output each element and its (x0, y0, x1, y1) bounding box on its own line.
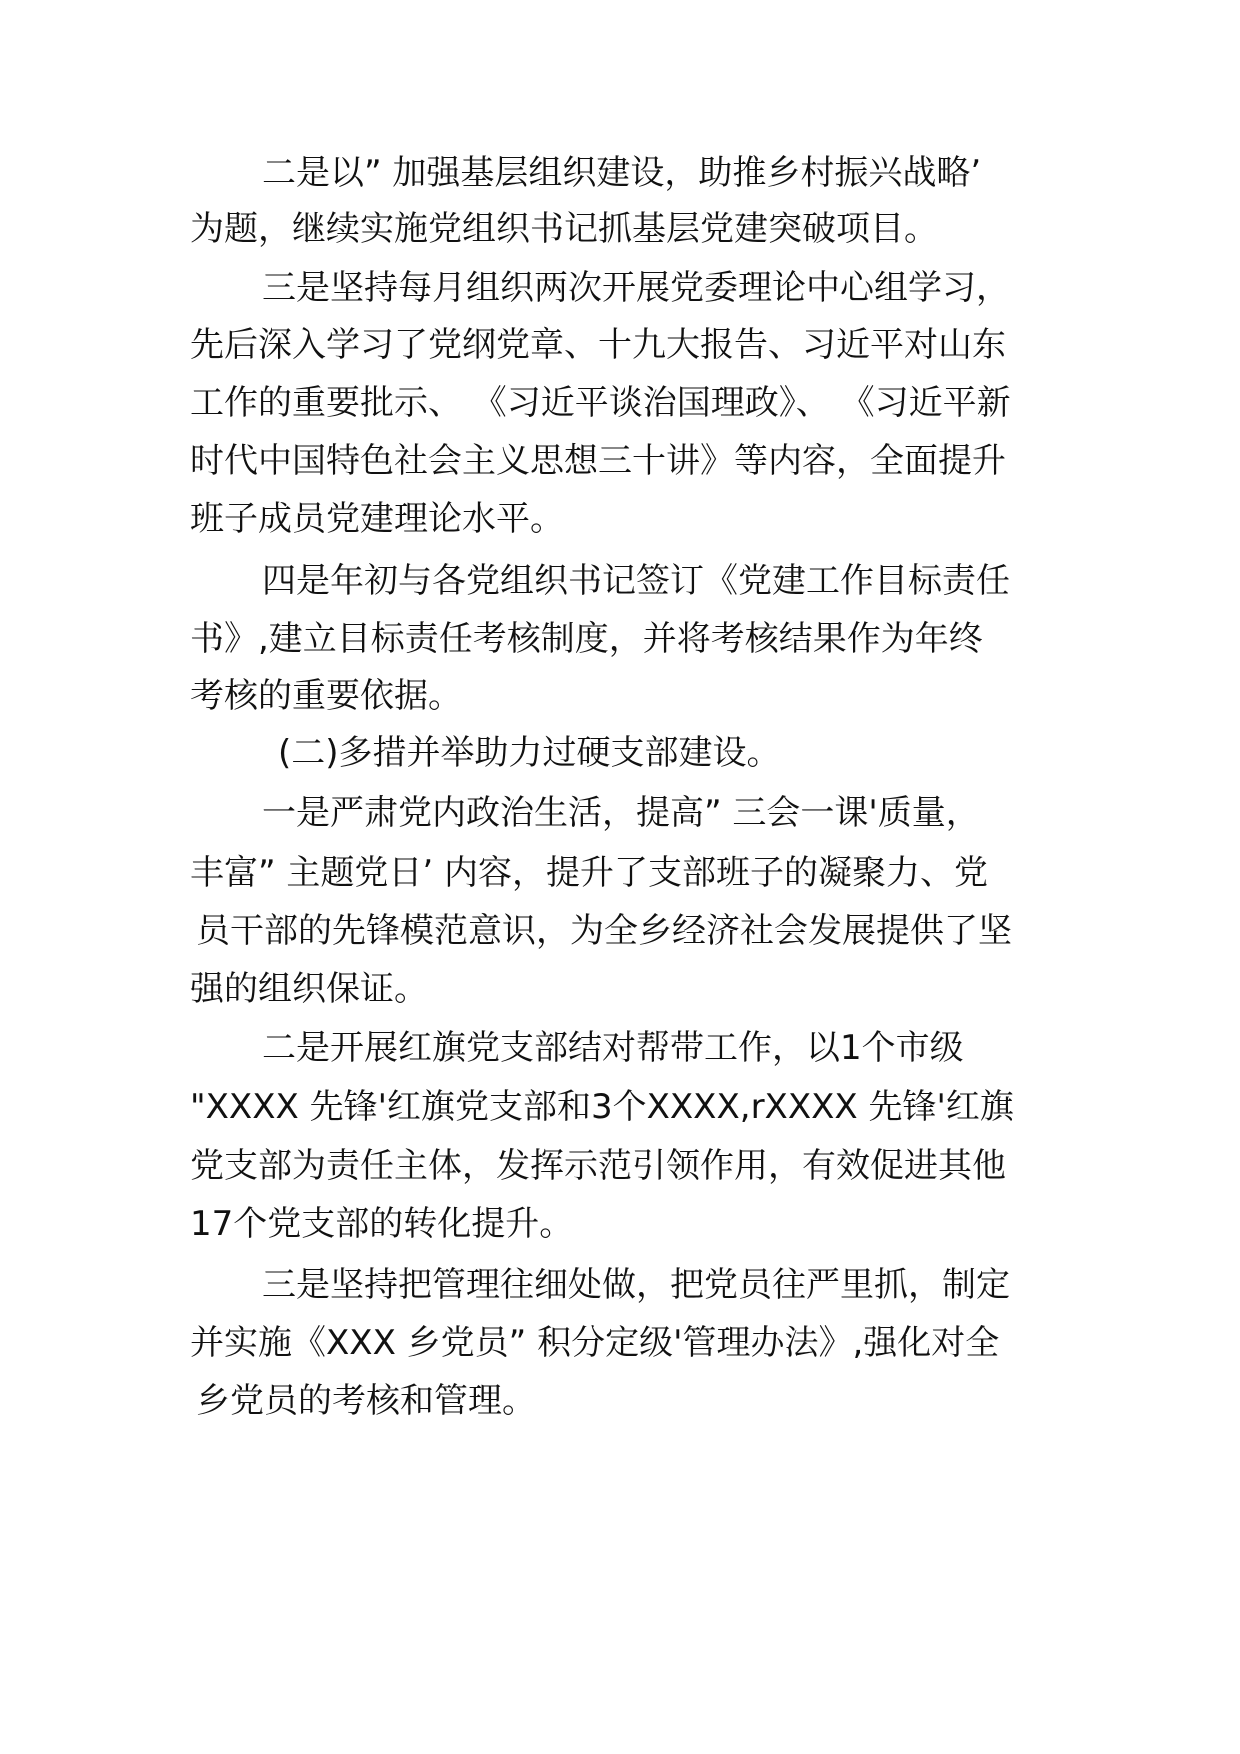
paragraph-line: 一是严肃党内政治生活，提高” 三会一课'质量， (262, 793, 980, 833)
paragraph-line: 强的组织保证。 (190, 969, 428, 1009)
paragraph-line: 丰富” 主题党日’ 内容，提升了支部班子的凝聚力、党 (190, 853, 989, 893)
paragraph-line: 书》,建立目标责任考核制度，并将考核结果作为年终 (190, 619, 983, 659)
paragraph-line: 班子成员党建理论水平。 (190, 499, 564, 539)
paragraph-line: 二是以” 加强基层组织建设，助推乡村振兴战略’ (262, 153, 982, 193)
paragraph-line: 二是开展红旗党支部结对帮带工作，以1个市级 (262, 1028, 964, 1068)
paragraph-line: "XXXX 先锋'红旗党支部和3个XXXX,rXXXX 先锋'红旗 (190, 1087, 1014, 1127)
paragraph-line: 为题，继续实施党组织书记抓基层党建突破项目。 (190, 209, 938, 249)
paragraph-line: 党支部为责任主体，发挥示范引领作用，有效促进其他 (190, 1146, 1006, 1186)
paragraph-line: 考核的重要依据。 (190, 676, 462, 716)
paragraph-line: 四是年初与各党组织书记签订《党建工作目标责任 (262, 561, 1010, 601)
paragraph-line: 并实施《XXX 乡党员” 积分定级'管理办法》,强化对全 (190, 1323, 1000, 1363)
paragraph-line: 员干部的先锋模范意识，为全乡经济社会发展提供了坚 (196, 911, 1012, 951)
section-heading: (二)多措并举助力过硬支部建设。 (278, 733, 781, 773)
paragraph-line: 乡党员的考核和管理。 (196, 1381, 536, 1421)
paragraph-line: 工作的重要批示、 《习近平谈治国理政》、 《习近平新 (190, 383, 1011, 423)
paragraph-line: 三是坚持把管理往细处做，把党员往严里抓，制定 (262, 1265, 1010, 1305)
paragraph-line: 先后深入学习了党纲党章、十九大报告、习近平对山东 (190, 325, 1006, 365)
paragraph-line: 17个党支部的转化提升。 (190, 1204, 574, 1244)
paragraph-line: 时代中国特色社会主义思想三十讲》等内容，全面提升 (190, 441, 1006, 481)
paragraph-line: 三是坚持每月组织两次开展党委理论中心组学习， (262, 268, 1010, 308)
